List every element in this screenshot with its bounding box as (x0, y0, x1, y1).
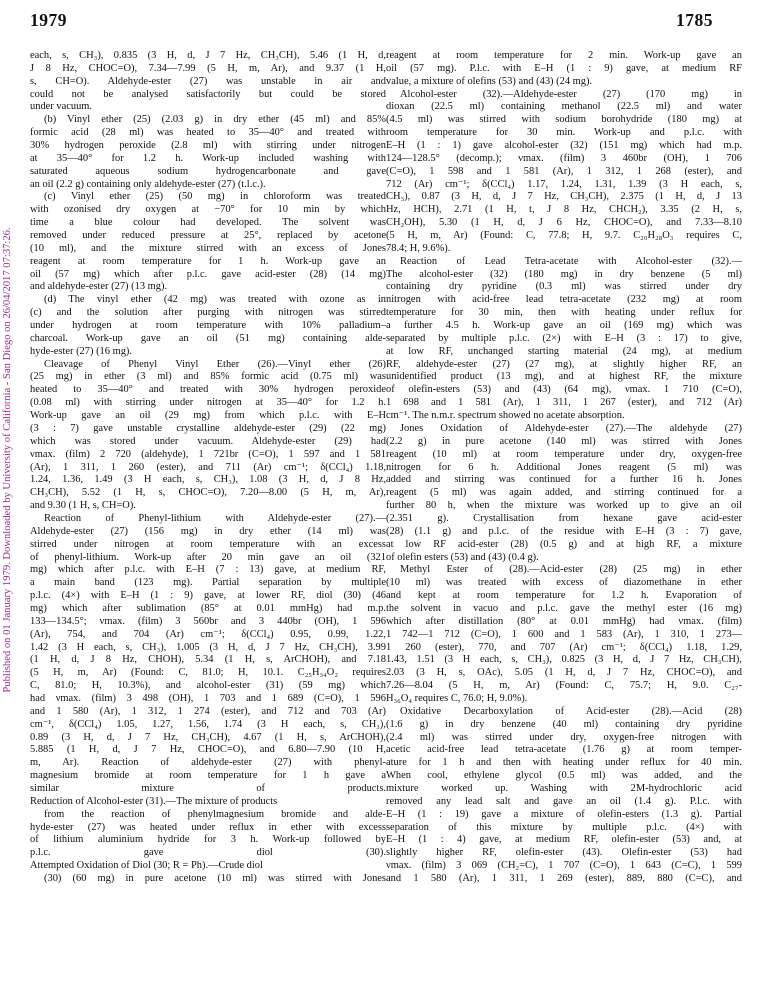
text-line: unidentified product (13 mg), and at highest RF, the mixture (386, 371, 742, 383)
text-line: (b) Vinyl ether (25) (2.03 g) in dry ether (45 ml) and 85% (44, 114, 386, 126)
text-line: dioxan (22.5 ml) containing methanol (22.5 ml) and water (386, 101, 742, 113)
text-line: 7.26—8.04 (5 H, m, Ar) (Found: C, 75.7; H, 9.0. C₂₇- (386, 680, 742, 692)
text-line: 1 698 and 1 581 (Ar), 1 311, 1 267 (ester), and 712 (Ar) (386, 397, 742, 409)
text-line: nitrogen for 6 h. Additional Jones reagent (5 ml) was (386, 461, 742, 473)
text-line: 30% hydrogen peroxide (2.8 ml) with stirring under nitrogen (30, 140, 386, 152)
text-line: at 35—40° for 1.2 h. Work-up included washing with (30, 152, 386, 164)
text-line: 133—134.5°; νmax. (film) 3 560br and 3 440br (OH), 1 596 (30, 615, 386, 627)
text-line: of lithium aluminium hydride for 3 h. Work-up followed by (30, 834, 386, 846)
text-line: and kept at room temperature for 1.2 h. Evaporation of (386, 590, 742, 602)
text-line: νmax. (film) 3 069 (CH₂=C), 1 707 (C=O), 1 643 (C=C), 1 599 (386, 860, 742, 872)
text-line: reagent at room temperature for 1 h. Work-up gave an (30, 255, 386, 267)
text-line: (10 ml) was treated with excess of diazomethane in ether (386, 577, 742, 589)
text-line: (C=O), 1 598 and 1 581 (Ar), 1 312, 1 268 (ester), and (386, 165, 742, 177)
text-line: and 9.30 (1 H, s, CH=O). (30, 500, 136, 512)
text-line: 1.42 (3 H each, s, CH₃), 1.005 (3 H, d, J 7 Hz, CH₃CH), 3.99 (30, 641, 386, 653)
text-line: charcoal. Work-up gave an oil (51 mg) containing alde- (30, 332, 386, 344)
text-line: heated to 35—40° and treated with 30% hydrogen peroxide (30, 384, 386, 396)
text-line: (Ar), 1 311, 1 260 (ester), and 711 (Ar) cm⁻¹; δ(CCl₄) 1.18, (30, 461, 386, 473)
text-line: reagent at room temperature for 2 min. Work-up gave an (386, 50, 742, 61)
text-line: RF, aldehyde-ester (27) (27 mg), at slightly higher RF, an (386, 358, 742, 370)
text-line: mg) which after p.l.c. with E–H (7 : 13) gave, at medium RF, (30, 564, 386, 576)
text-line: of olefin esters (53) and (43) (0.4 g). (386, 551, 539, 563)
text-line: J 8 Hz, CHOC=O), 7.34—7.99 (5 H, m, Ar), and 9.37 (1 H, (30, 62, 386, 74)
text-line: Methyl Ester of (28).—Acid-ester (28) (25 mg) in ether (400, 564, 742, 576)
text-line: p.l.c. gave diol (30). (30, 847, 386, 859)
text-line: (25 mg) in ether (3 ml) and 85% formic acid (0.75 ml) was (30, 371, 386, 383)
text-line: under hydrogen at room temperature with 10% palladium– (30, 320, 386, 332)
text-line: 124—128.5° (decomp.); νmax. (film) 3 460br (OH), 1 706 (386, 152, 742, 164)
text-line: 712 (Ar) cm⁻¹; δ(CCl₄) 1.17, 1.24, 1.31, 1.39 (3 H each, s, (386, 178, 742, 190)
text-line: which after distillation (80° at 0.01 mmHg) had νmax. (film) (386, 615, 742, 627)
text-line: (c) and the solution after purging with nitrogen was stirred (30, 307, 386, 319)
text-line: (30) (60 mg) in pure acetone (10 ml) was stirred with Jones (44, 873, 386, 884)
text-line: reagent (10 ml) at room temperature under dry, oxygen-free (386, 448, 742, 460)
text-line: p.l.c. (4×) with E–H (1 : 9) gave, at lower RF, diol (30) (46 (30, 590, 386, 602)
text-line: added and stirring was continued for a further 16 h. Jones (386, 474, 742, 486)
text-line: separation of this mixture by multiple p.l.c. (4×) with (386, 821, 742, 833)
text-line: time a blue colour had developed. The solvent was (30, 217, 386, 229)
text-line: The alcohol-ester (32) (180 mg) in dry benzene (5 ml) (386, 268, 742, 280)
download-side-note-text: Published on 01 January 1979. Downloaded by University of California - San Diego on 26/04/2017 07:37:26. (2, 227, 13, 693)
text-line: (2.2 g) in pure acetone (140 ml) was stirred with Jones (386, 435, 742, 447)
text-line: slightly higher RF, olefin-ester (43). Olefin-ester (53) had (386, 847, 742, 859)
text-line: with ozonised dry oxygen at −70° for 10 min by which (30, 204, 386, 216)
text-line: Alcohol-ester (32).—Aldehyde-ester (27) (170 mg) in (400, 88, 742, 100)
text-line: (4.5 ml) was stirred with sodium borohydride (180 mg) at (386, 114, 742, 126)
page-number: 1785 (676, 10, 713, 30)
text-line: E–H (1 : 4) gave, at medium RF, olefin-ester (53) and, at (386, 834, 742, 846)
text-line: hyde-ester (27) was heated under reflux in ether with excess (30, 821, 386, 833)
text-line: could not be analysed satisfactorily but could be stored (30, 88, 386, 100)
text-line: cm⁻¹, δ(CCl₄) 1.05, 1.27, 1.56, 1.74 (3 H each, s, CH₃), (30, 718, 386, 730)
text-line: 1 260 (ester), 770, and 707 (Ar) cm⁻¹; δ(CCl₄) 1.18, 1.29, (386, 641, 742, 653)
text-line: (d) The vinyl ether (42 mg) was treated with ozone as in (44, 294, 386, 306)
text-line: Aldehyde-ester (27) (156 mg) in dry ether (14 ml) was (30, 525, 386, 537)
text-line: at low RF acid-ester (28) (0.5 g) and at high RF, a mixture (386, 538, 742, 550)
text-line: (1 H, d, J 8 Hz, CHOH), 5.34 (1 H, s, ArCHOH), and 7.18 (30, 654, 386, 666)
text-line: (c) Vinyl ether (25) (50 mg) in chloroform was treated (44, 191, 386, 203)
text-line: (0.08 ml) with stirring under nitrogen at 35—40° for 1.2 h. (30, 397, 386, 409)
text-line: and 1 580 (Ar), 1 312, 1 274 (ester), and 712 and 703 (Ar) (30, 705, 386, 717)
text-line: 1 742—1 712 (C=O), 1 600 and 1 583 (Ar), 1 310, 1 273— (386, 628, 742, 640)
text-line: CH₃CH), 5.52 (1 H, s, CHOC=O), 7.20—8.00 (5 H, m, Ar), (30, 487, 386, 499)
text-line: the solvent in vacuo and p.l.c. gave the methyl ester (16 mg) (386, 602, 742, 614)
text-line: s, CH=O). Aldehyde-ester (27) was unstable in air and (30, 75, 386, 87)
text-line: value, a mixture of olefins (53) and (43) (24 mg). (386, 75, 593, 87)
text-line: of olefin-esters (53) and (43) (64 mg), νmax. 1 710 (C=O), (386, 384, 742, 396)
text-line: had νmax. (film) 3 498 (OH), 1 703 and 1 689 (C=O), 1 596 (30, 692, 386, 704)
text-line: a main band (123 mg). Partial separation by multiple (30, 577, 386, 589)
text-line: Jones Oxidation of Aldehyde-ester (27).—The aldehyde (27) (400, 422, 742, 434)
text-line: containing dry pyridine (0.3 ml) was stirred under dry (386, 281, 742, 293)
text-line: oil (57 mg) which after p.l.c. gave acid-ester (28) (14 mg) (30, 268, 386, 280)
text-line: H₃₆O₄ requires C, 76.0; H, 9.0%). (386, 692, 528, 704)
text-line: ature for 1 h and then with heating under reflux for 40 min. (386, 757, 742, 769)
text-line: room temperature for 30 min. Work-up and p.l.c. with (386, 127, 742, 139)
text-line: mixture worked up. Washing with 2M-hydrochloric acid (386, 782, 742, 794)
text-line: 0.89 (3 H, d, J 7 Hz, CH₃CH), 4.67 (1 H, s, ArCHOH), (30, 731, 386, 743)
text-line: which was stored under vacuum. Aldehyde-ester (29) had (30, 435, 386, 447)
text-line: 1.24, 1.36, 1.49 (3 H each, s, CH₃), 1.08 (3 H, d, J 8 Hz, (30, 474, 386, 486)
text-line: Oxidative Decarboxylation of Acid-ester (28).—Acid (28) (400, 705, 742, 717)
text-line: CH₂OH), 5.30 (1 H, d, J 6 Hz, CHOC=O), and 7.33—8.10 (386, 217, 742, 229)
text-line: mg) which after sublimation (85° at 0.01 mmHg) had m.p. (30, 602, 386, 614)
right-text-column (386, 50, 742, 886)
text-line: oil (57 mg). P.l.c. with E–H (1 : 9) gave, at medium RF (386, 62, 742, 74)
text-line: and aldehyde-ester (27) (13 mg). (30, 281, 168, 293)
text-line: (Ar), 754, and 704 (Ar) cm⁻¹; δ(CCl₄) 0.95, 0.99, 1.22, (30, 628, 386, 640)
text-line: CH₃), 0.87 (3 H, d, J 7 Hz, CH₃CH), 2.375 (1 H, d, J 13 (386, 191, 742, 203)
text-line: (5 H, m, Ar) (Found: C, 81.0; H, 10.1. C₂₅H₃₄O₂ requires (30, 667, 386, 679)
text-line: (28) (1.1 g) and p.l.c. of the residue with E–H (3 : 7) gave, (386, 525, 742, 537)
text-line: under vacuum. (30, 101, 93, 113)
text-line: nitrogen with acid-free lead tetra-acetate (232 mg) at room (386, 294, 742, 306)
text-line: νmax. (film) 2 720 (aldehyde), 1 721br (C=O), 1 597 and 1 581 (30, 448, 386, 460)
journal-year: 1979 (30, 10, 67, 30)
text-line: similar mixture of products. (30, 782, 386, 794)
text-line: (2.351 g). Crystallisation from hexane gave acid-ester (386, 512, 742, 524)
text-line: reagent (5 ml) was again added, and stirring continued for a (386, 487, 742, 499)
text-line: of phenyl-lithium. Work-up after 20 min gave an oil (321 (30, 551, 386, 563)
text-line: removed under reduced pressure at 25°, replaced by acetone (30, 230, 386, 242)
text-line: saturated aqueous sodium hydrogencarbonate and gave (30, 165, 386, 177)
text-line: Cleavage of Phenyl Vinyl Ether (26).—Vinyl ether (26) (44, 358, 386, 370)
text-line: Reaction of Phenyl-lithium with Aldehyde-ester (27).— (44, 512, 386, 524)
text-line: removed any lead salt and gave an oil (1.4 g). P.l.c. with (386, 795, 742, 807)
text-line: stirred under nitrogen at room temperature with an excess (30, 538, 386, 550)
text-line: Work-up gave an oil (29 mg) from which p.l.c. with E–H (30, 410, 386, 422)
text-line: C, 81.0; H, 10.3%), and alcohol-ester (31) (59 mg) which (30, 680, 386, 692)
text-line: (1.6 g) in dry benzene (40 ml) containing dry pyridine (386, 718, 742, 730)
left-text-column (30, 50, 386, 886)
text-line: (5 H, m, Ar) (Found: C, 77.8; H, 9.7. C₂₀H₂₈O₃ requires C, (386, 230, 742, 242)
text-line: each, s, CH₃), 0.835 (3 H, d, J 7 Hz, CH₃CH), 5.46 (1 H, d, (30, 50, 386, 61)
text-line: formic acid (28 ml) was heated to 35—40° and treated with (30, 127, 386, 139)
text-line: (3 : 7) gave unstable crystalline aldehyde-ester (29) (22 mg) (30, 422, 386, 434)
text-line: an oil (2.2 g) containing only aldehyde-ester (27) (t.l.c.). (30, 178, 266, 190)
text-line: 5.885 (1 H, d, J 7 Hz, CHOC=O), and 6.80—7.90 (10 H, (30, 744, 386, 756)
text-line: and 1 580 (Ar), 1 311, 1 269 (ester), 889, 880 (C=C), and (386, 873, 742, 884)
text-line: further 80 h, when the mixture was worked up to give an oil (386, 500, 742, 512)
download-side-note (0, 150, 18, 770)
text-line: Attempted Oxidation of Diol (30; R = Ph).—Crude diol (30, 860, 263, 872)
text-line: separated by multiple p.l.c. (2×) with E–H (3 : 17) to give, (386, 332, 742, 344)
text-line: When cool, ethylene glycol (0.5 ml) was added, and the (386, 770, 742, 782)
text-line: m, Ar). Reaction of aldehyde-ester (27) with phenyl- (30, 757, 386, 769)
text-line: hyde-ester (27) (16 mg). (30, 345, 133, 357)
text-line: (2.4 ml) was stirred under dry, oxygen-free nitrogen with (386, 731, 742, 743)
text-line: 1.43, 1.51 (3 H each, s, CH₃), 0.825 (3 H, d, J 7 Hz, CH₃CH), (386, 654, 742, 666)
text-line: (10 ml), and the mixture stirred with an excess of Jones (30, 242, 386, 254)
text-line: temperature for 30 min, then with heating under reflux for (386, 307, 742, 319)
text-line: Reaction of Lead Tetra-acetate with Alcohol-ester (32).— (400, 255, 742, 267)
text-line: acetic acid-free lead tetra-acetate (1.76 g) at room temper- (386, 744, 742, 756)
text-line: magnesium bromide at room temperature for 1 h gave a (30, 770, 386, 782)
text-line: Hz, HCH), 2.71 (1 H, t, J 8 Hz, CHCH₂), 3.35 (2 H, s, (386, 204, 742, 216)
text-line: E–H (1 : 19) gave a mixture of olefin-esters (1.3 g). Partial (386, 808, 742, 820)
text-line: 78.4; H, 9.6%). (386, 242, 451, 254)
text-line: Reduction of Alcohol-ester (31).—The mixture of products (30, 795, 278, 807)
text-line: a further 4.5 h. Work-up gave an oil (169 mg) which was (386, 320, 742, 332)
text-line: from the reaction of phenylmagnesium bromide and alde- (44, 808, 386, 820)
text-line: at low RF, unchanged starting material (24 mg), at medium (386, 345, 742, 357)
text-line: E–H (1 : 1) gave alcohol-ester (32) (151 mg) which had m.p. (386, 140, 742, 152)
text-line: cm⁻¹. The n.m.r. spectrum showed no acetate absorption. (386, 410, 625, 422)
text-line: 2.03 (3 H, s, OAc), 5.05 (1 H, d, J 7 Hz, CHOC=O), and (386, 667, 742, 679)
